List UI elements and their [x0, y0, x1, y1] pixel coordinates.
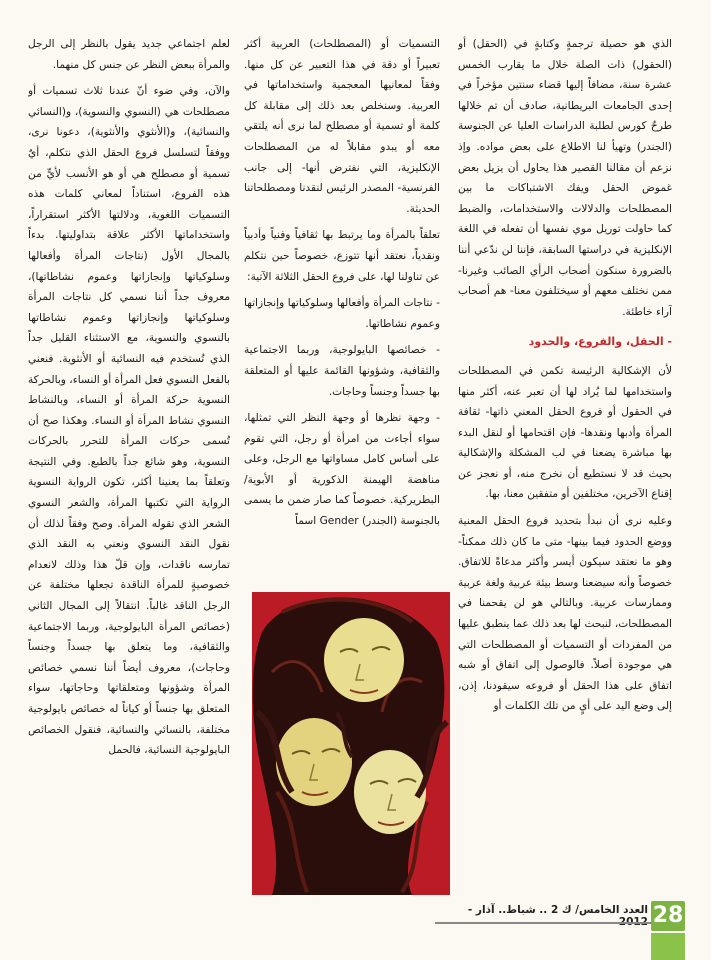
paragraph: والآن، وفي ضوء أنّ عندنا ثلاث تسميات أو مصطلحات هي (النسوي والنسوية)، و(النسائي والنسائية)، و(الأنثوي والأنثوية)، دعونا نرى، ووفقاً لتسلسل فروع الحقل الذي نتكلم، أيٌ تسمية أو مصطلح هي أو هو الأنسب لأيٍّ من هذه الفروع، استناداً لمعاني كلمات هذه التسميات اللغوية، ودلالتها الأكثر استقراراً، واستخداماتها الأكثر علاقة بتداوليتها. بدءاً بالمجال الأول (نتاجات المرأة وأفعالها وسلوكياتها وإنجازاتها وعموم نشاطاتها)، معروف جداً أننا نسمي كل نتاجات المرأة وسلوكياتها وإنجازاتها وعموم نشاطاتها بالنسوي والنسوية، مع الاستثناء القليل جداً الذي تُستخدم فيه النسائية أو الأنثوية. فنعني بالفعل النسوي فعل المرأة أو النساء، وبالحركة النسوية حركة المرأة أو النساء، وبالنشاط النسوي نشاط المرأة أو النساء. وهكذا صح أن تُسمى حركات المرأة للتحرر بالحركات النسوية، وهو شائع جداً بالطبع. وفي النتيجة وتعلقاً بما يعنينا أكثر، تكون الرواية النسوية الرواية التي تكتبها المرأة، والشعر النسوي الشعر الذي تقوله المرأة. وصح وفقاً لذلك أن نقول النقد النسوي ونعني به النقد الذي تمارسه ناقدات، وإن قلّ هذا وذلك لانعدام خصوصيةٍ للمرأة الناقدة تجعلها مختلفة عن الرجل الناقد غالباً. انتقالاً إلى المجال الثاني (خصائص المرأة البايولوجية، وربما الاجتماعية والثقافية، وما يتعلق بها جسداً وجنساً وحاجات)، معروف أيضاً أننا نسمي خصائص المرأة وشؤونها ومتعلقاتها وحاجاتها، سواء المتعلق بها جنساً أو كياناً له خصائص بايولوجية مختلفة، بالنسائي والنسائية، فنقول الخصائص البايولوجية النسائية، فالحمل — [28, 85, 230, 757]
paragraph: - خصائصها البايولوجية، وربما الاجتماعية والثقافية، وشؤونها القائمة عليها أو المتعلقة بها جسداً وجنساً وحاجات. — [244, 344, 440, 398]
column-left — [28, 34, 230, 896]
paragraph: التسميات أو (المصطلحات) العربية أكثر تعبيراً أو دقة في هذا التعبير عن كل منها. وفقاً لمعانيها المعجمية واستخداماتها في العربية. وسنخلص بعد ذلك إلى مقابلة كل كلمة أو تسمية أو مصطلح لما نرى أنه يلتقي معه أو يبدو مقابلاً له من المصطلحات الإنكليزية، التي نفترض أنها- إلى جانب الفرنسية- المصدر الرئيس لنقدنا ومصطلحاتنا الحديثة. — [244, 38, 440, 215]
paragraph: لأن الإشكالية الرئيسة تكمن في المصطلحات واستخدامها لما يُراد لها أن تعبر عنه، أكثر منها في الحقول أو فروع الحقل المعني ذاتها- ثقافة المرأة وأدبها ونقدها- فإن اقتحامها أو لنقل البدء بها مباشرة يضعنا في لب المشكلة والإشكالية بحيث قد لا نستطيع أن نخرج منه، أو نعجز عن إقناع الآخرين، مختلفين أو متفقين معنا، بها. — [458, 364, 672, 501]
paragraph: لعلم اجتماعي جديد يقول بالنظر إلى الرجل والمرأة ببعض النظر عن جنس كل منهما. — [28, 38, 230, 71]
paragraph: تعلقاً بالمرأة وما يرتبط بها ثقافياً وفنياً وأدبياً ونقدياً، نعتقد أنها تتوزع، خصوصاً حين نتكلم عن تناولنا لها، على فروع الحقل الثلاثة الآتية: — [244, 229, 440, 283]
paragraph: - نتاجات المرأة وأفعالها وسلوكياتها وإنجازاتها وعموم نشاطاتها. — [244, 297, 440, 330]
painting-faces-icon — [252, 592, 450, 895]
issue-info: العدد الخامس/ ك 2 .. شباط.. آذار - — [467, 904, 648, 916]
section-heading: - الحقل، والفروع، والحدود — [528, 335, 672, 349]
paragraph: وعليه نرى أن نبدأ بتحديد فروع الحقل المعنية ووضع الحدود فيما بينها- متى ما كان ذلك ممكناً- وهو ما نعتقد سيكون أيسر وأكثر مدعاةً للاتفاق. خصوصاً وأنه سيضعنا وسط بيئة عربية ولغة عربية وممارسات عربية. وبالتالي هو لن يقحمنا في المصطلحات، لنبحث لها بعد ذلك عما ينطبق عليها من المفردات أو التسميات أو المصطلحات التي هي موجودة أصلاً. فالوصول إلى اتفاق أو شبه اتفاق على هذا الحقل أو فروعه سيقودنا، إذن، إلى وضع اليد على أيٍ من تلك الكلمات أو — [458, 515, 672, 713]
footer-divider — [435, 922, 653, 924]
footer-accent-bar — [651, 933, 685, 960]
column-middle — [244, 34, 440, 588]
page-footer — [0, 900, 711, 960]
paragraph: - وجهة نظرها أو وجهة النظر التي تمثلها، سواء أجاءت من امرأة أو رجل، التي تقوم على أساس كامل مساواتها مع الرجل، وعلى مناهضة الهيمنة الذكورية أو الأبوية/ البطريركية. خصوصاً كما صار ضمن ما يسمى بالجنوسة (الجندر) Gender اسماً — [244, 412, 440, 528]
column-right — [458, 34, 672, 889]
page-number: 28 — [651, 901, 685, 931]
paragraph: الذي هو حصيلة ترجمةٍ وكتابةٍ في (الحقل) أو (الحقول) ذات الصلة خلال ما يقارب الخمس عشرة سنة، مضافاً إليها قضاء سنتين مؤخراً في إحدى الجامعات البريطانية، صادف أن تم خلالها طرحٌ كورس لطلبة الدراسات العليا عن الجنوسة (الجندر) وتهيأ لنا الاطلاع على بعض مواده. وإذ نزعم أن مقالنا القصير هذا يحاول أن يزيل بعض غموض الحقل ويفك الاشتباكات ما بين المصطلحات والدلالات والاستخدامات، والضبط كما حاولت توريل موي نفسها أن تفعله في اللغة الإنكليزية في دراستها السابقة، فإننا لن ندّعي أننا بالضرورة سنكون أصحاب الرأي الصائب وغيرنا- ممن نختلف معهم أو سيختلفون معنا- هم أصحاب آراء خاطئة. — [458, 38, 672, 318]
